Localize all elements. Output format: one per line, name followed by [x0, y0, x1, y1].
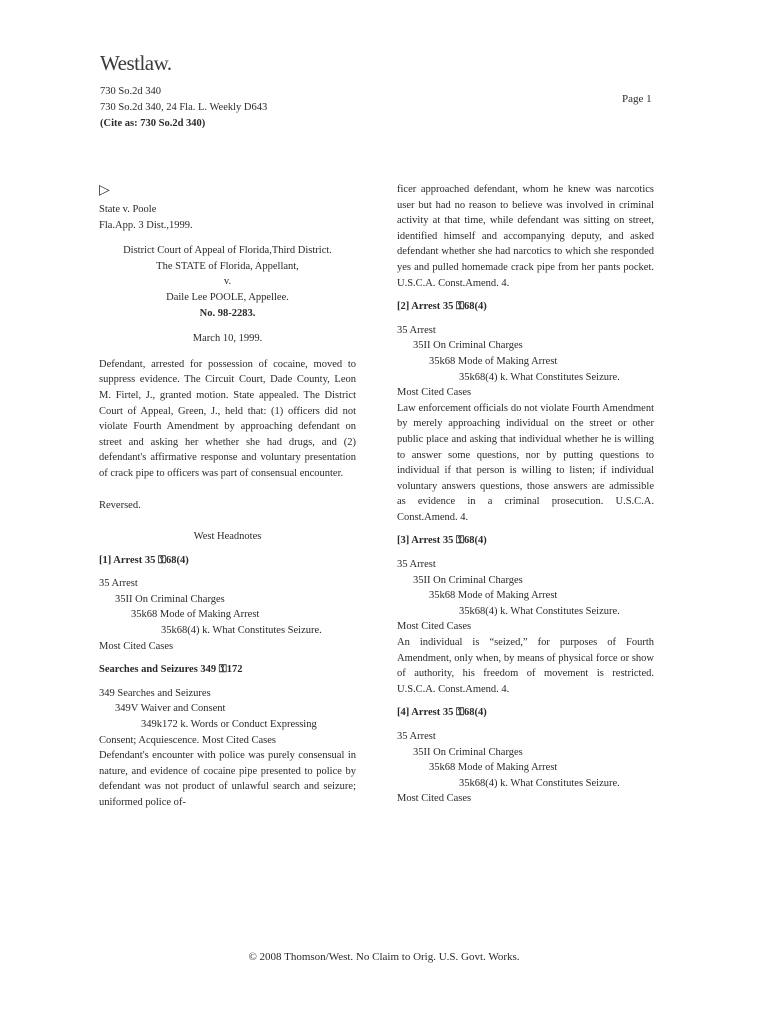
headnote-1-subtopic[interactable]: 35II On Criminal Charges: [115, 593, 225, 605]
appellee: Daile Lee POOLE, Appellee.: [166, 291, 289, 303]
headnote-3-keynumber-detail[interactable]: 35k68(4) k. What Constitutes Seizure.: [459, 605, 620, 617]
headnote-4-most-cited[interactable]: Most Cited Cases: [397, 793, 472, 805]
headnote-3-text: An individual is “seized,” for purposes of Fourth Amendment, only when, by means of physical force or show of authority, his freedom of movement is restricted. U.S.C.A. Const.Amend. 4.: [397, 637, 654, 695]
citation-block: [100, 84, 267, 132]
headnote-4-topic[interactable]: 35 Arrest: [397, 731, 436, 742]
headnote-3-heading[interactable]: [3] Arrest 35 ⚿68(4): [397, 535, 487, 547]
ss-topic[interactable]: 349 Searches and Seizures: [99, 687, 211, 699]
headnote-3-keynumber[interactable]: 35k68 Mode of Making Arrest: [429, 590, 558, 602]
appellant: The STATE of Florida, Appellant,: [156, 260, 299, 272]
flag-icon: ▷: [99, 183, 110, 198]
headnote-2-subtopic[interactable]: 35II On Criminal Charges: [413, 340, 523, 352]
court-year: Fla.App. 3 Dist.,1999.: [99, 219, 193, 231]
docket-number: No. 98-2283.: [199, 307, 256, 319]
headnote-4-keynumber[interactable]: 35k68 Mode of Making Arrest: [429, 762, 558, 774]
court-full: District Court of Appeal of Florida,Third District.: [123, 245, 332, 257]
citation-line-1: 730 So.2d 340: [100, 86, 161, 97]
disposition: Reversed.: [99, 499, 141, 511]
headnote-4-heading[interactable]: [4] Arrest 35 ⚿68(4): [397, 707, 487, 719]
right-column: [397, 182, 654, 807]
headnote-2-keynumber[interactable]: 35k68 Mode of Making Arrest: [429, 355, 558, 367]
headnote-1-most-cited[interactable]: Most Cited Cases: [99, 640, 174, 652]
citation-line-2: 730 So.2d 340, 24 Fla. L. Weekly D643: [100, 102, 268, 113]
headnote-1-text: Defendant's encounter with police was purely consensual in nature, and evidence of cocaine pipe presented to police by defendant was not product of unlawful search and seizure; uniformed police of-: [99, 750, 356, 808]
page-number: Page 1: [622, 93, 652, 105]
cite-as: (Cite as: 730 So.2d 340): [100, 118, 206, 129]
headnotes-title: West Headnotes: [193, 531, 262, 543]
headnote-1-text-continued: ficer approached defendant, whom he knew was narcotics user but had no reason to believe was involved in criminal activity at that time, while defendant was sitting on street, identified himself and accompanying deputy, and asked defendant whether she had narcotics to which she responded yes and pulled homemade crack pipe from her pants pocket. U.S.C.A. Const.Amend. 4.: [397, 184, 654, 289]
headnote-3-subtopic[interactable]: 35II On Criminal Charges: [413, 574, 523, 586]
searches-seizures-heading[interactable]: Searches and Seizures 349 ⚿172: [99, 664, 243, 676]
decision-date: March 10, 1999.: [192, 333, 263, 345]
headnote-4-subtopic[interactable]: 35II On Criminal Charges: [413, 746, 523, 758]
headnote-1-heading[interactable]: [1] Arrest 35 ⚿68(4): [99, 554, 189, 566]
ss-keynumber[interactable]: 349k172 k. Words or Conduct Expressing Consent; Acquiescence. Most Cited Cases: [99, 719, 317, 746]
headnote-1-keynumber[interactable]: 35k68 Mode of Making Arrest: [131, 609, 260, 621]
headnote-1-topic[interactable]: 35 Arrest: [99, 578, 138, 590]
headnote-1-keynumber-detail[interactable]: 35k68(4) k. What Constitutes Seizure.: [161, 625, 322, 637]
case-short-title: State v. Poole: [99, 204, 157, 215]
headnote-2-most-cited[interactable]: Most Cited Cases: [397, 387, 472, 399]
headnote-2-keynumber-detail[interactable]: 35k68(4) k. What Constitutes Seizure.: [459, 371, 620, 383]
ss-subtopic[interactable]: 349V Waiver and Consent: [115, 703, 226, 715]
headnote-3-most-cited[interactable]: Most Cited Cases: [397, 621, 472, 633]
synopsis: Defendant, arrested for possession of cocaine, moved to suppress evidence. The Circuit Court, Dade County, Leon M. Firtel, J., granted motion. State appealed. The District Court of Appeal, Green, J., held that: (1) officers did not violate Fourth Amendment by approaching defendant on street and asking her whether she had drugs, and (2) defendant's affirmative response and voluntary presentation of crack pipe to officers was part of consensual encounter.: [99, 358, 356, 479]
headnote-2-heading[interactable]: [2] Arrest 35 ⚿68(4): [397, 301, 487, 313]
versus: v.: [223, 276, 232, 288]
headnote-2-topic[interactable]: 35 Arrest: [397, 324, 436, 336]
headnote-2-text: Law enforcement officials do not violate Fourth Amendment by merely approaching individual on the street or other public place and asking that individual whether he is willing to answer some questions, nor by putting questions to individual if that person is willing to listen; if individual voluntary answers questions, those answers are admissible as evidence in a criminal prosecution. U.S.C.A. Const.Amend. 4.: [397, 402, 654, 523]
westlaw-logo: Westlaw.: [100, 51, 172, 75]
copyright-footer: © 2008 Thomson/West. No Claim to Orig. U.S. Govt. Works.: [248, 951, 520, 963]
left-column: [99, 182, 356, 811]
headnote-3-topic[interactable]: 35 Arrest: [397, 559, 436, 571]
headnote-4-keynumber-detail[interactable]: 35k68(4) k. What Constitutes Seizure.: [459, 777, 620, 789]
